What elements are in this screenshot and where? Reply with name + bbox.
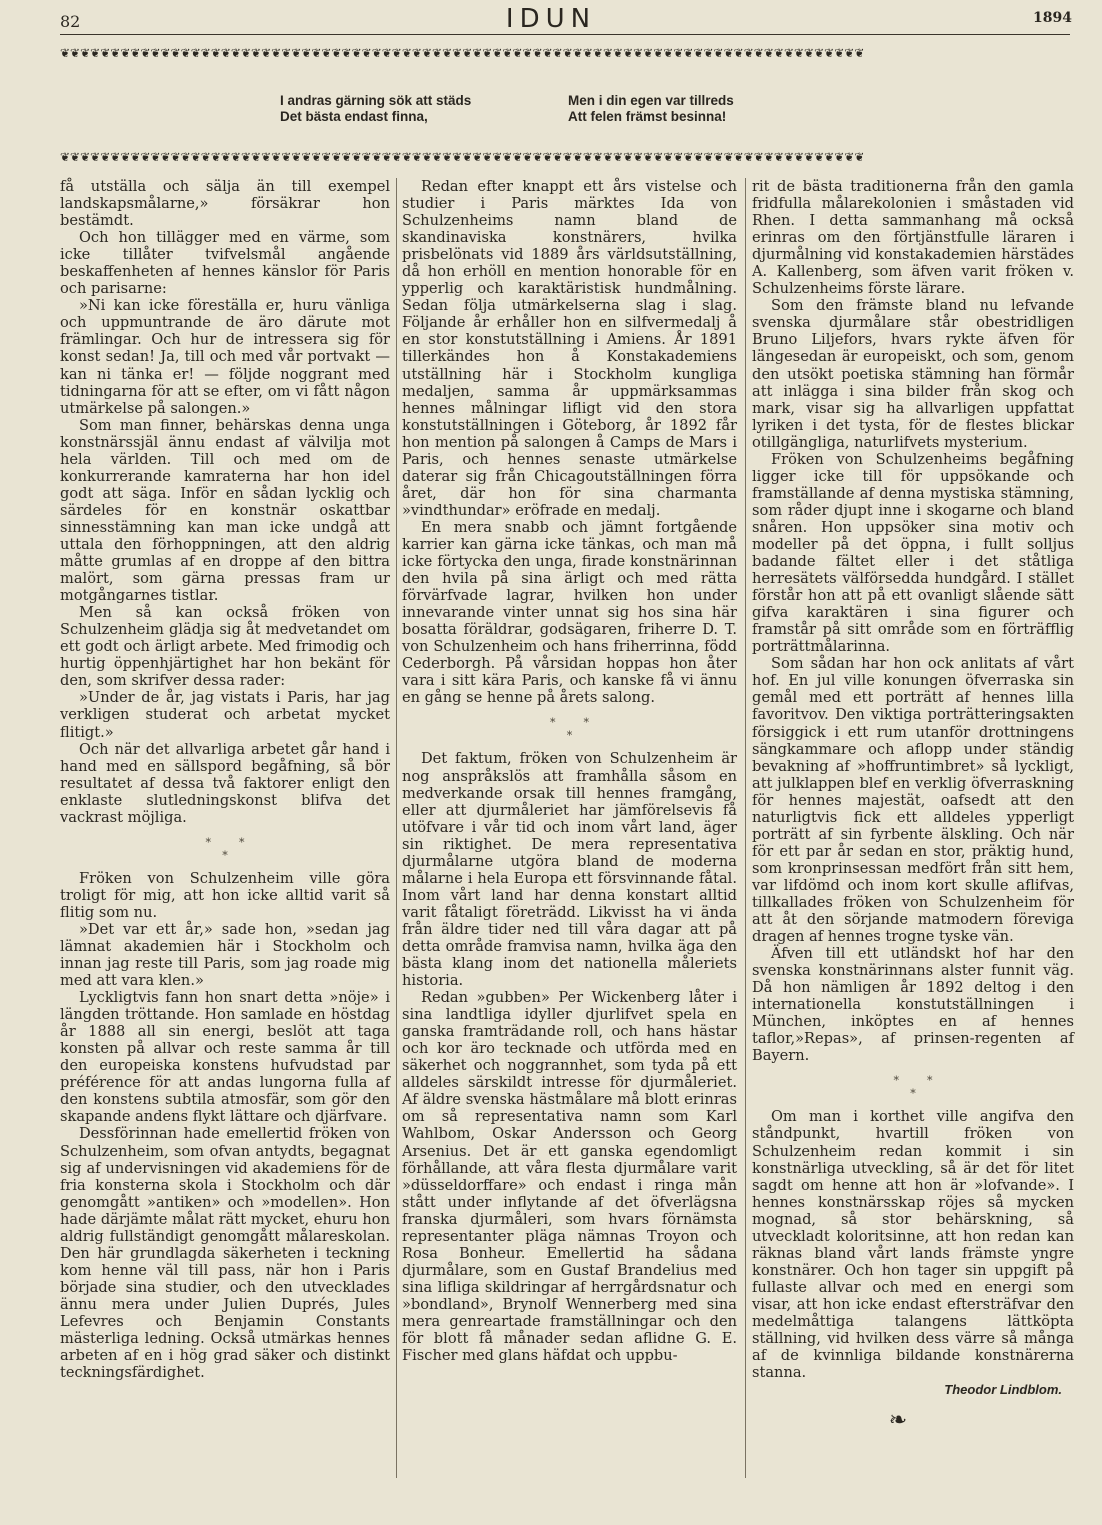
asterisk: *: [550, 716, 556, 730]
paragraph: Men så kan också fröken von Schulzenheim glädja sig åt medvetandet om ett godt och ärligt arbete. Med frimodig och hurtig öppenhjärtighet har hon bekänt för den, som skrifver dessa rader:: [60, 604, 390, 690]
paragraph: Och hon tillägger med en värme, som icke tillåter tvifvelsmål angående beskaffenheten af hennes känslor för Paris och parisarne:: [60, 229, 390, 298]
section-break: [752, 1074, 1074, 1100]
section-break: [402, 716, 737, 742]
ornament-border-bottom: ❦❦❦❦❦❦❦❦❦❦❦❦❦❦❦❦❦❦❦❦❦❦❦❦❦❦❦❦❦❦❦❦❦❦❦❦❦❦❦❦❦❦❦❦❦❦❦❦❦❦❦❦❦❦❦❦❦❦❦❦❦❦❦❦❦❦❦❦❦❦❦❦❦❦❦❦❦❦❦❦: [60, 150, 865, 164]
asterisk: *: [205, 835, 211, 849]
paragraph: Det faktum, fröken von Schulzenheim är nog anspråkslös att framhålla såsom en medverkande orsak till hennes framgång, eller att djurmåleriet har jämförelsevis få utöfvare i vår tid och inom vårt land, äger sin riktighet. De mera representativa djurmålarne utgöra bland de moderna målarne i hela Europa ett försvinnande fåtal. Inom vårt land har denna konstart alltid varit fåtaligt företrädd. Likvisst ha vi ända från äldre tider ned till våra dagar att på detta område framvisa namn, hvilka äga den bästa klang inom det nationella måleriets historia.: [402, 750, 737, 990]
header-rule: [60, 34, 1070, 35]
motto-line: I andras gärning sök att städs: [280, 93, 472, 108]
paragraph: Om man i korthet ville angifva den ståndpunkt, hvartill fröken von Schulzenheim redan kommit i sin konstnärliga utveckling, så är det för litet sagdt om henne att hon är »lofvande». I hennes konstnärsskap röjes så mycken mognad, så stor behärskning, så utveckladt koloritsinne, att hon redan kan räknas bland vårt lands främste yngre konstnärer. Och hon tager sin uppgift på fullaste allvar och med en energi som visar, att hon icke endast eftersträfvar den medelmåttiga talangens lättköpta ställning, vid hvilken dess värre så många af de kvinnliga bildande konstnärerna stanna.: [752, 1108, 1074, 1382]
paragraph: »Ni kan icke föreställa er, huru vänliga och uppmuntrande de äro därute mot främlingar. Och hur de intressera sig för konst sedan! Ja, till och med vår portvakt — kan ni tänka er! — följde noggrant med tidningarna för att se efter, om vi fått någon utmärkelse på salongen.»: [60, 297, 390, 417]
article-column-2: [402, 178, 737, 1364]
section-break: [60, 836, 390, 862]
asterisk: *: [893, 1074, 899, 1088]
paragraph: »Det var ett år,» sade hon, »sedan jag lämnat akademien här i Stockholm och innan jag reste till Paris, som jag roade mig med att vara klen.»: [60, 920, 390, 990]
paragraph: Och när det allvarliga arbetet går hand i hand med en sällspord begåfning, så bör resultatet af dessa två faktorer enligt den enklaste slutledningskonst blifva det vackrast möjliga.: [60, 740, 390, 826]
ornament-border-top: ❦❦❦❦❦❦❦❦❦❦❦❦❦❦❦❦❦❦❦❦❦❦❦❦❦❦❦❦❦❦❦❦❦❦❦❦❦❦❦❦❦❦❦❦❦❦❦❦❦❦❦❦❦❦❦❦❦❦❦❦❦❦❦❦❦❦❦❦❦❦❦❦❦❦❦❦❦❦❦❦: [60, 46, 865, 60]
fleuron-ornament-icon: ❧: [888, 1408, 908, 1434]
motto-line: Det bästa endast finna,: [280, 109, 428, 124]
asterisk: *: [566, 729, 573, 743]
paragraph: Redan »gubben» Per Wickenberg låter i sina landtliga idyller djurlifvet spela en ganska framträdande roll, och hans hästar och kor äro tecknade och utförda med en säkerhet och noggrannhet, som tyda på ett alldeles särskildt intresse för djurmåleriet. Af äldre svenska hästmålare må blott erinras om så representativa namn som Karl Wahlbom, Oskar Andersson och Georg Arsenius. Det är ett ganska egendomligt förhållande, att våra flesta djurmålare varit »düsseldorffare» och endast i ringa mån stått under inflytande af det öfverlägsna franska djurmåleri, som hvars förnämsta representanter pläga nämnas Troyon och Rosa Bonheur. Emellertid ha sådana djurmålare, som en Gustaf Brandelius med sina lifliga skildringar af herrgårdsnatur och »bondland», Brynolf Wennerberg med sina mera genreartade framställningar och den för blott få månader sedan aflidne G. E. Fischer med glans häfdat och uppbu-: [402, 989, 737, 1365]
asterisk: *: [238, 835, 245, 849]
page-header: [0, 0, 1102, 40]
motto-left: [280, 93, 471, 125]
issue-year: 1894: [1033, 10, 1072, 26]
column-divider: [745, 178, 746, 1478]
article-column-3: [752, 178, 1074, 1434]
asterisk: *: [222, 848, 228, 862]
paragraph: Som man finner, behärskas denna unga konstnärssjäl ännu endast af välvilja mot hela världen. Till och med om de konkurrerande kamraterna har hon idel godt att säga. Inför en sådan lycklig och särdeles för en konstnär oskattbar sinnesstämning kan man icke undgå att uttala den förhoppningen, att den aldrig måtte grumlas af en droppe af den bittra malört, som gärna pressas fram ur motgångarnes tistlar.: [60, 416, 390, 605]
paragraph: Dessförinnan hade emellertid fröken von Schulzenheim, som ofvan antydts, begagnat sig af undervisningen vid akademiens för de fria konsterna skola i Stockholm och där genomgått »antiken» och »modellen». Hon hade därjämte målat rätt mycket, ehuru hon aldrig fullständigt genomgått målareskolan. Den här grundlagda säkerheten i teckning kom henne väl till pass, när hon i Paris började sina studier, och den utvecklades ännu mera under Julien Duprés, Jules Lefevres och Benjamin Constants mästerliga ledning. Också utmärkas hennes arbeten af en i hög grad säker och distinkt teckningsfärdighet.: [60, 1125, 390, 1382]
paragraph: Fröken von Schulzenheim ville göra troligt för mig, att hon icke alltid varit så flitig som nu.: [60, 869, 390, 921]
paragraph: Lyckligtvis fann hon snart detta »nöje» i längden tröttande. Hon samlade en höstdag år 1888 all sin energi, beslöt att taga konsten på allvar och reste samma år till den europeiska konstens hufvudstad par préférence för att andas lungorna fulla af den konstens subtila atmosfär, som gör den skapande andens flykt lättare och djärfvare.: [60, 989, 390, 1126]
paragraph: Som sådan har hon ock anlitats af vårt hof. En jul ville konungen öfverraska sin gemål med ett porträtt af hennes lilla favoritvov. Den viktiga porträtteringsakten försiggick i ett rum utanför drottningens sängkammare och aflopp under ständig bevakning af »hoffruntimbret» så lyckligt, att julklappen blef en verklig öfverraskning för hennes majestät, oafsedt att den naturligtvis fick ett alldeles ypperligt porträtt af sin fyrbente älskling. Och när för ett par år sedan en stor, präktig hund, som kronprinsessan medfört från sitt hem, var lifdömd och inom kort skulle aflifvas, tillkallades fröken von Schulzenheim för att åt den sörjande matmodern föreviga dragen af hennes trogne tyske vän.: [752, 655, 1074, 946]
article-column-1: [60, 178, 390, 1381]
asterisk: *: [910, 1087, 916, 1101]
paragraph: få utställa och sälja än till exempel landskapsmålarne,» försäkrar hon bestämdt.: [60, 178, 390, 230]
column-divider: [396, 178, 397, 1478]
page-number: 82: [60, 12, 81, 31]
paragraph: »Under de år, jag vistats i Paris, har jag verkligen studerat och arbetat mycket flitigt.»: [60, 689, 390, 741]
motto-line: Men i din egen var tillreds: [568, 93, 734, 108]
paragraph: Äfven till ett utländskt hof har den svenska konstnärinnans alster funnit väg. Då hon nämligen år 1892 deltog i den internationella konstutställningen i München, inköptes en af hennes taflor,»Repas», af prinsen-regenten af Bayern.: [752, 945, 1074, 1065]
motto-line: Att felen främst besinna!: [568, 109, 727, 124]
paragraph: En mera snabb och jämnt fortgående karrier kan gärna icke tänkas, och man må icke förtycka den unga, firade konstnärinnan den hvila på sina ärligt och med rätta förvärfvade lagrar, hvilken hon under innevarande vinter unnat sig hos sina här bosatta föräldrar, godsägaren, friherre D. T. von Schulzenheim och hans friherrinna, född Cederborgh. På vårsidan hoppas hon åter vara i sitt kära Paris, och kanske få vi ännu en gång se henne på årets salong.: [402, 518, 737, 707]
motto-right: [568, 93, 734, 125]
paragraph: Som den främste bland nu lefvande svenska djurmålare står obestridligen Bruno Liljefors, hvars rykte äfven för längesedan är europeiskt, och som, genom den utsökt poetiska stämning han förmår att inlägga i sina bilder från skog och mark, visar sig ha allvarligen uppfattat lyriken i det tysta, för de flestes blickar otillgängliga, naturlifvets mysterium.: [752, 297, 1074, 451]
masthead-title: IDUN: [505, 4, 597, 34]
paragraph: Fröken von Schulzenheims begåfning ligger icke till för uppsökande och framställande af denna mystiska stämning, som råder djupt inne i skogarne och bland snåren. Hon uppsöker sina motiv och modeller på det öppna, i fullt solljus badande fältet eller i det ståtliga herresätets välförsedda hundgård. I stället förstår hon att på ett ovanligt slående sätt gifva karaktären i sina figurer och framstår på sitt område som en förträfflig porträttmålarinna.: [752, 450, 1074, 656]
paragraph: Redan efter knappt ett års vistelse och studier i Paris märktes Ida von Schulzenheims namn bland de skandinaviska konstnärers, hvilka prisbelönats vid 1889 års världsutställning, då hon erhöll en mention honorable för en ypperlig och karaktäristisk hundmålning. Sedan följa utmärkelserna slag i slag. Följande år erhåller hon en silfvermedalj å en stor konstutställning i Amiens. År 1891 tillerkändes hon å Konstakademiens utställning här i Stockholm kungliga medaljen, samma år uppmärksammas hennes målningar lifligt vid den stora konstutställningen i Göteborg, år 1892 får hon mention på salongen å Camps de Mars i Paris, och hennes senaste utmärkelse daterar sig från Chicagoutställningen förra året, där hon för sina charmanta »vindthundar» eröfrade en medalj.: [402, 178, 737, 519]
asterisk: *: [583, 716, 589, 730]
author-signature: Theodor Lindblom.: [944, 1382, 1062, 1398]
paragraph: rit de bästa traditionerna från den gamla fridfulla målarekolonien i småstaden vid Rhen. I detta sammanhang må också erinras om den förtjänstfulle läraren i djurmålning vid konstakademien härstädes A. Kallenberg, som äfven varit fröken v. Schulzenheims förste lärare.: [752, 178, 1074, 298]
asterisk: *: [926, 1074, 933, 1088]
